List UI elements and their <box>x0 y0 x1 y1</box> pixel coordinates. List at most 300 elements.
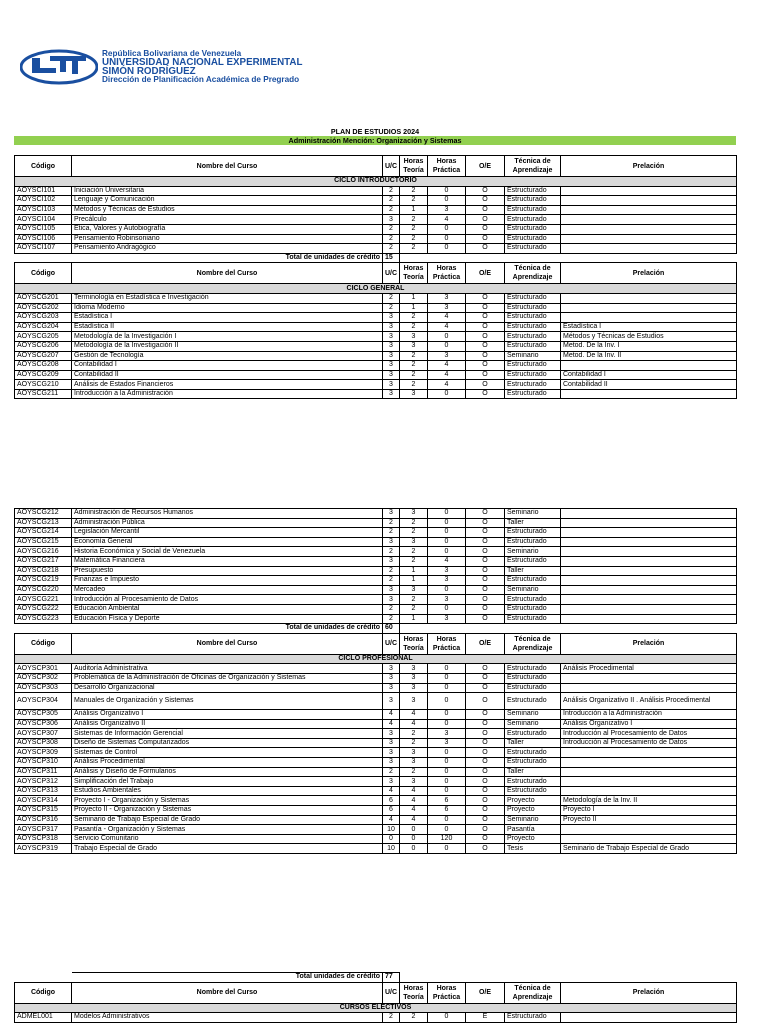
course-theory-hours: 0 <box>400 834 428 844</box>
course-name: Ética, Valores y Autobiografía <box>72 224 383 234</box>
column-header-nombre: Nombre del Curso <box>72 263 383 284</box>
course-technique: Estructurado <box>505 576 561 586</box>
course-technique: Estructurado <box>505 332 561 342</box>
course-credits: 3 <box>383 361 400 371</box>
course-theory-hours: 2 <box>400 322 428 332</box>
course-row <box>15 547 737 557</box>
section-title: CICLO PROFESIONAL <box>15 654 737 664</box>
course-name: Introducción al Procesamiento de Datos <box>72 595 383 605</box>
course-technique: Pasantía <box>505 825 561 835</box>
course-technique: Tesis <box>505 844 561 854</box>
course-credits: 2 <box>383 518 400 528</box>
course-name: Proyecto II - Organización y Sistemas <box>72 806 383 816</box>
course-code: AOYSCG208 <box>15 361 72 371</box>
course-theory-hours: 2 <box>400 528 428 538</box>
course-credits: 2 <box>383 614 400 624</box>
course-code: AOYSCG219 <box>15 576 72 586</box>
course-practice-hours: 3 <box>428 576 466 586</box>
course-credits: 2 <box>383 566 400 576</box>
blank-cell <box>561 624 737 634</box>
course-practice-hours: 4 <box>428 361 466 371</box>
course-type: O <box>466 186 505 196</box>
course-row <box>15 332 737 342</box>
course-row <box>15 834 737 844</box>
course-row <box>15 341 737 351</box>
course-credits: 2 <box>383 1013 400 1023</box>
course-theory-hours: 4 <box>400 719 428 729</box>
blank-cell <box>428 253 466 263</box>
course-type: O <box>466 518 505 528</box>
total-row <box>15 624 737 634</box>
total-label: Total unidades de crédito <box>72 973 383 983</box>
course-prerequisite: Proyecto I <box>561 806 737 816</box>
header-line-2: UNIVERSIDAD NACIONAL EXPERIMENTAL <box>102 57 303 68</box>
course-type: O <box>466 244 505 254</box>
table-header-row <box>15 982 737 1003</box>
blank-cell <box>400 624 428 634</box>
course-theory-hours: 2 <box>400 380 428 390</box>
course-prerequisite <box>561 205 737 215</box>
course-practice-hours: 0 <box>428 758 466 768</box>
course-type: O <box>466 786 505 796</box>
course-row <box>15 796 737 806</box>
column-header-uc: U/C <box>383 633 400 654</box>
course-name: Pensamiento Robinsoniano <box>72 234 383 244</box>
course-code: AOYSCG204 <box>15 322 72 332</box>
column-header-uc: U/C <box>383 156 400 177</box>
course-prerequisite <box>561 556 737 566</box>
course-technique: Estructurado <box>505 303 561 313</box>
blank-cell <box>466 624 505 634</box>
course-row <box>15 528 737 538</box>
header-line-1: República Bolivariana de Venezuela <box>102 49 242 58</box>
course-prerequisite <box>561 224 737 234</box>
column-header-oe: O/E <box>466 263 505 284</box>
course-type: O <box>466 556 505 566</box>
section-row <box>15 284 737 294</box>
course-theory-hours: 4 <box>400 786 428 796</box>
column-header-horas-teoria: Horas Teoría <box>400 263 428 284</box>
course-credits: 4 <box>383 786 400 796</box>
course-technique: Estructurado <box>505 293 561 303</box>
table-header-row <box>15 633 737 654</box>
course-code: AOYSCG209 <box>15 370 72 380</box>
course-row <box>15 604 737 614</box>
course-theory-hours: 1 <box>400 303 428 313</box>
course-type: O <box>466 196 505 206</box>
course-technique: Estructurado <box>505 322 561 332</box>
course-name: Estadística II <box>72 322 383 332</box>
course-row <box>15 389 737 399</box>
course-technique: Estructurado <box>505 528 561 538</box>
course-type: O <box>466 293 505 303</box>
course-credits: 3 <box>383 664 400 674</box>
column-header-nombre: Nombre del Curso <box>72 633 383 654</box>
course-code: ADMEL001 <box>15 1013 72 1023</box>
column-header-nombre: Nombre del Curso <box>72 982 383 1003</box>
course-name: Contabilidad I <box>72 361 383 371</box>
course-technique: Seminario <box>505 509 561 519</box>
course-technique: Estructurado <box>505 786 561 796</box>
course-technique: Seminario <box>505 815 561 825</box>
course-credits: 3 <box>383 673 400 683</box>
course-prerequisite: Metodología de la Inv. II <box>561 796 737 806</box>
course-code: AOYSCG203 <box>15 313 72 323</box>
course-credits: 3 <box>383 758 400 768</box>
course-name: Desarrollo Organizacional <box>72 683 383 693</box>
course-practice-hours: 4 <box>428 556 466 566</box>
section-title: CURSOS ELECTIVOS <box>15 1003 737 1013</box>
column-header-prelacion: Prelación <box>561 982 737 1003</box>
course-code: AOYSCG212 <box>15 509 72 519</box>
header-line-3: SIMÓN RODRÍGUEZ <box>102 66 196 77</box>
course-type: O <box>466 547 505 557</box>
course-row <box>15 370 737 380</box>
course-name: Sistemas de Control <box>72 748 383 758</box>
column-header-tecnica: Técnica de Aprendizaje <box>505 156 561 177</box>
total-row <box>15 253 737 263</box>
course-theory-hours: 2 <box>400 767 428 777</box>
course-code: AOYSCP308 <box>15 738 72 748</box>
course-practice-hours: 4 <box>428 313 466 323</box>
course-credits: 2 <box>383 186 400 196</box>
course-prerequisite <box>561 566 737 576</box>
course-technique: Estructurado <box>505 1013 561 1023</box>
course-technique: Proyecto <box>505 796 561 806</box>
course-type: O <box>466 604 505 614</box>
course-row <box>15 576 737 586</box>
course-prerequisite: Estadística I <box>561 322 737 332</box>
course-code: AOYSCP314 <box>15 796 72 806</box>
course-theory-hours: 1 <box>400 614 428 624</box>
table-header-row <box>15 156 737 177</box>
course-technique: Estructurado <box>505 537 561 547</box>
course-credits: 3 <box>383 729 400 739</box>
course-practice-hours: 4 <box>428 322 466 332</box>
plan-title: PLAN DE ESTUDIOS 2024 <box>330 127 420 136</box>
course-prerequisite <box>561 595 737 605</box>
course-name: Finanzas e Impuesto <box>72 576 383 586</box>
course-credits: 3 <box>383 777 400 787</box>
course-row <box>15 710 737 720</box>
course-name: Administración Pública <box>72 518 383 528</box>
course-type: O <box>466 224 505 234</box>
course-practice-hours: 0 <box>428 673 466 683</box>
course-name: Administración de Recursos Humanos <box>72 509 383 519</box>
course-type: O <box>466 585 505 595</box>
column-header-horas-teoria: Horas Teoría <box>400 982 428 1003</box>
course-prerequisite <box>561 537 737 547</box>
column-header-oe: O/E <box>466 156 505 177</box>
course-practice-hours: 3 <box>428 729 466 739</box>
course-type: O <box>466 215 505 225</box>
course-practice-hours: 4 <box>428 215 466 225</box>
course-type: O <box>466 825 505 835</box>
course-code: AOYSCI101 <box>15 186 72 196</box>
column-header-codigo: Código <box>15 982 72 1003</box>
course-technique: Estructurado <box>505 313 561 323</box>
course-type: O <box>466 806 505 816</box>
section-row <box>15 177 737 187</box>
course-row <box>15 683 737 693</box>
course-practice-hours: 0 <box>428 604 466 614</box>
course-technique: Estructurado <box>505 748 561 758</box>
blank-cell <box>400 253 428 263</box>
course-practice-hours: 0 <box>428 585 466 595</box>
course-technique: Estructurado <box>505 196 561 206</box>
course-credits: 3 <box>383 215 400 225</box>
course-prerequisite <box>561 547 737 557</box>
total-label: Total de unidades de crédito <box>72 624 383 634</box>
column-header-uc: U/C <box>383 982 400 1003</box>
course-prerequisite: Análisis Procedimental <box>561 664 737 674</box>
course-row <box>15 196 737 206</box>
column-header-horas-practica: Horas Práctica <box>428 633 466 654</box>
course-type: O <box>466 738 505 748</box>
course-type: O <box>466 834 505 844</box>
course-row <box>15 234 737 244</box>
course-credits: 3 <box>383 332 400 342</box>
course-prerequisite <box>561 748 737 758</box>
course-type: O <box>466 370 505 380</box>
course-prerequisite <box>561 518 737 528</box>
blank-cell <box>561 973 737 983</box>
course-row <box>15 556 737 566</box>
course-credits: 3 <box>383 370 400 380</box>
course-technique: Estructurado <box>505 604 561 614</box>
course-credits: 2 <box>383 234 400 244</box>
course-technique: Taller <box>505 767 561 777</box>
course-technique: Estructurado <box>505 361 561 371</box>
section-row <box>15 1003 737 1013</box>
course-row <box>15 825 737 835</box>
course-row <box>15 614 737 624</box>
course-technique: Estructurado <box>505 224 561 234</box>
course-code: AOYSCG214 <box>15 528 72 538</box>
course-practice-hours: 0 <box>428 389 466 399</box>
course-row <box>15 509 737 519</box>
course-technique: Estructurado <box>505 380 561 390</box>
column-header-codigo: Código <box>15 633 72 654</box>
course-technique: Estructurado <box>505 215 561 225</box>
course-theory-hours: 4 <box>400 806 428 816</box>
course-credits: 4 <box>383 719 400 729</box>
course-practice-hours: 0 <box>428 537 466 547</box>
course-technique: Taller <box>505 566 561 576</box>
course-prerequisite <box>561 825 737 835</box>
course-practice-hours: 0 <box>428 341 466 351</box>
course-prerequisite <box>561 1013 737 1023</box>
course-technique: Estructurado <box>505 673 561 683</box>
course-name: Idioma Moderno <box>72 303 383 313</box>
course-theory-hours: 2 <box>400 1013 428 1023</box>
course-code: AOYSCG218 <box>15 566 72 576</box>
blank-cell <box>428 624 466 634</box>
course-technique: Seminario <box>505 719 561 729</box>
course-credits: 3 <box>383 537 400 547</box>
course-prerequisite: Introducción al Procesamiento de Datos <box>561 738 737 748</box>
course-code: AOYSCP309 <box>15 748 72 758</box>
course-row <box>15 244 737 254</box>
course-credits: 3 <box>383 313 400 323</box>
header-line-4: Dirección de Planificación Académica de Pregrado <box>102 75 300 84</box>
course-prerequisite <box>561 834 737 844</box>
course-type: O <box>466 351 505 361</box>
total-value: 15 <box>383 253 400 263</box>
course-type: O <box>466 341 505 351</box>
course-code: AOYSCG206 <box>15 341 72 351</box>
course-prerequisite <box>561 509 737 519</box>
course-row <box>15 777 737 787</box>
course-prerequisite <box>561 777 737 787</box>
course-prerequisite: Proyecto II <box>561 815 737 825</box>
course-name: Análisis Procedimental <box>72 758 383 768</box>
course-name: Simplificación del Trabajo <box>72 777 383 787</box>
course-type: O <box>466 710 505 720</box>
course-type: O <box>466 758 505 768</box>
course-type: O <box>466 361 505 371</box>
course-type: O <box>466 322 505 332</box>
course-theory-hours: 2 <box>400 604 428 614</box>
course-practice-hours: 120 <box>428 834 466 844</box>
course-prerequisite <box>561 786 737 796</box>
course-credits: 10 <box>383 844 400 854</box>
course-name: Manuales de Organización y Sistemas <box>72 693 383 710</box>
course-code: AOYSCP310 <box>15 758 72 768</box>
course-theory-hours: 1 <box>400 576 428 586</box>
course-credits: 2 <box>383 576 400 586</box>
course-theory-hours: 3 <box>400 389 428 399</box>
course-prerequisite: Introducción al Procesamiento de Datos <box>561 729 737 739</box>
course-prerequisite <box>561 293 737 303</box>
course-type: O <box>466 537 505 547</box>
course-credits: 3 <box>383 585 400 595</box>
course-type: O <box>466 719 505 729</box>
course-name: Educación Ambiental <box>72 604 383 614</box>
course-theory-hours: 2 <box>400 244 428 254</box>
course-credits: 3 <box>383 509 400 519</box>
course-theory-hours: 3 <box>400 341 428 351</box>
course-technique: Seminario <box>505 547 561 557</box>
course-credits: 2 <box>383 547 400 557</box>
course-row <box>15 738 737 748</box>
course-practice-hours: 0 <box>428 844 466 854</box>
course-practice-hours: 0 <box>428 196 466 206</box>
course-practice-hours: 0 <box>428 244 466 254</box>
course-type: E <box>466 1013 505 1023</box>
course-prerequisite <box>561 585 737 595</box>
column-header-horas-practica: Horas Práctica <box>428 982 466 1003</box>
course-row <box>15 1013 737 1023</box>
blank-cell <box>561 253 737 263</box>
course-row <box>15 518 737 528</box>
course-row <box>15 537 737 547</box>
course-theory-hours: 2 <box>400 547 428 557</box>
course-code: AOYSCG220 <box>15 585 72 595</box>
course-theory-hours: 4 <box>400 815 428 825</box>
course-practice-hours: 3 <box>428 205 466 215</box>
course-type: O <box>466 748 505 758</box>
course-type: O <box>466 777 505 787</box>
course-technique: Estructurado <box>505 683 561 693</box>
university-logo-icon <box>20 48 98 86</box>
course-practice-hours: 4 <box>428 380 466 390</box>
course-code: AOYSCG207 <box>15 351 72 361</box>
course-code: AOYSCI106 <box>15 234 72 244</box>
course-code: AOYSCG201 <box>15 293 72 303</box>
column-header-tecnica: Técnica de Aprendizaje <box>505 633 561 654</box>
course-technique: Estructurado <box>505 729 561 739</box>
course-credits: 2 <box>383 196 400 206</box>
course-type: O <box>466 614 505 624</box>
course-code: AOYSCP301 <box>15 664 72 674</box>
course-technique: Estructurado <box>505 370 561 380</box>
course-row <box>15 224 737 234</box>
course-theory-hours: 3 <box>400 585 428 595</box>
column-header-tecnica: Técnica de Aprendizaje <box>505 982 561 1003</box>
course-theory-hours: 2 <box>400 556 428 566</box>
course-name: Estadística I <box>72 313 383 323</box>
course-theory-hours: 4 <box>400 710 428 720</box>
course-name: Iniciación Universitaria <box>72 186 383 196</box>
course-practice-hours: 4 <box>428 370 466 380</box>
course-credits: 2 <box>383 528 400 538</box>
course-code: AOYSCP312 <box>15 777 72 787</box>
course-theory-hours: 1 <box>400 205 428 215</box>
course-row <box>15 786 737 796</box>
course-row <box>15 215 737 225</box>
course-type: O <box>466 332 505 342</box>
course-theory-hours: 3 <box>400 332 428 342</box>
course-type: O <box>466 380 505 390</box>
course-technique: Estructurado <box>505 186 561 196</box>
section-row <box>15 654 737 664</box>
total-value: 60 <box>383 624 400 634</box>
course-credits: 10 <box>383 825 400 835</box>
course-technique: Estructurado <box>505 205 561 215</box>
course-practice-hours: 0 <box>428 518 466 528</box>
course-technique: Seminario <box>505 351 561 361</box>
course-credits: 4 <box>383 710 400 720</box>
course-credits: 3 <box>383 341 400 351</box>
course-technique: Estructurado <box>505 614 561 624</box>
course-theory-hours: 3 <box>400 748 428 758</box>
course-practice-hours: 0 <box>428 664 466 674</box>
course-row <box>15 719 737 729</box>
course-code: AOYSCP319 <box>15 844 72 854</box>
course-name: Análisis y Diseño de Formularios <box>72 767 383 777</box>
course-code: AOYSCP303 <box>15 683 72 693</box>
course-code: AOYSCG216 <box>15 547 72 557</box>
column-header-tecnica: Técnica de Aprendizaje <box>505 263 561 284</box>
course-practice-hours: 0 <box>428 786 466 796</box>
course-code: AOYSCP313 <box>15 786 72 796</box>
course-theory-hours: 1 <box>400 293 428 303</box>
course-type: O <box>466 389 505 399</box>
course-theory-hours: 2 <box>400 215 428 225</box>
course-type: O <box>466 576 505 586</box>
course-technique: Estructurado <box>505 595 561 605</box>
course-technique: Estructurado <box>505 664 561 674</box>
course-type: O <box>466 664 505 674</box>
course-technique: Estructurado <box>505 758 561 768</box>
blank-cell <box>466 253 505 263</box>
column-header-prelacion: Prelación <box>561 156 737 177</box>
course-theory-hours: 2 <box>400 186 428 196</box>
course-prerequisite <box>561 767 737 777</box>
course-code: AOYSCP307 <box>15 729 72 739</box>
course-type: O <box>466 509 505 519</box>
